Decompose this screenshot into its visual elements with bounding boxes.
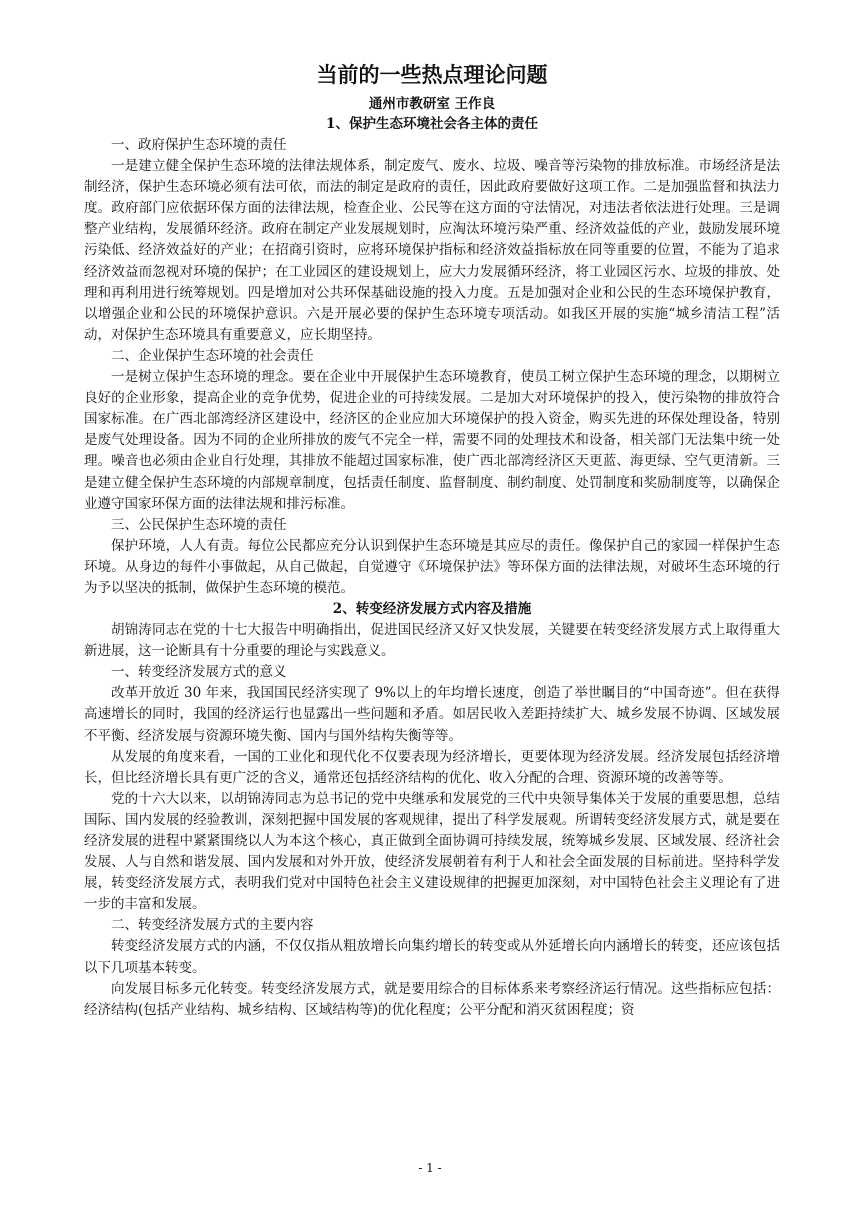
page-number: - 1 - [418,1161,442,1175]
paragraph: 一是建立健全保护生态环境的法律法规体系，制定废气、废水、垃圾、噪音等污染物的排放标准。市场经济是法制经济，保护生态环境必须有法可依，而法的制定是政府的责任，因此政府要做好这项工作。二是加强监督和执法力度。政府部门应依据环保方面的法律法规，检查企业、公民等在这方面的守法情况，对违法者依法进行处理。三是调整产业结构，发展循环经济。政府在制定产业发展规划时，应淘汰环境污染严重、经济效益低的产业，鼓励发展环境污染低、经济效益好的产业；在招商引资时，应将环境保护指标和经济效益指标放在同等重要的位置，不能为了追求经济效益而忽视对环境的保护；在工业园区的建设规划上，应大力发展循环经济，将工业园区污水、垃圾的排放、处理和再利用进行统筹规划。四是增加对公共环保基础设施的投入力度。五是加强对企业和公民的生态环境保护教育，以增强企业和公民的环境保护意识。六是开展必要的保护生态环境专项活动。如我区开展的实施“城乡清洁工程”活动，对保护生态环境具有重要意义，应长期坚持。 [84,158,780,343]
document-author: 通州市教研室 王作良 [368,96,496,112]
paragraph: 胡锦涛同志在党的十七大报告中明确指出，促进国民经济又好又快发展，关键要在转变经济发展方式上取得重大新进展，这一论断具有十分重要的理论与实践意义。 [84,622,780,660]
section-heading: 2、转变经济发展方式内容及措施 [332,601,532,618]
section-heading: 1、保护生态环境社会各主体的责任 [326,116,538,132]
document-body [84,114,780,1021]
subsection-heading: 一、转变经济发展方式的意义 [111,664,287,681]
document-page [84,58,780,1021]
subsection-heading: 二、企业保护生态环境的社会责任 [111,347,314,364]
paragraph: 一是树立保护生态环境的理念。要在企业中开展保护生态环境教育，使员工树立保护生态环境的理念，以期树立良好的企业形象，提高企业的竞争优势，促进企业的可持续发展。二是加大对环境保护的投入，使污染物的排放符合国家标准。在广西北部湾经济区建设中，经济区的企业应加大环境保护的投入资金，购买先进的环保处理设备，特别是废气处理设备。因为不同的企业所排放的废气不完全一样，需要不同的处理技术和设备，相关部门无法集中统一处理。噪音也必须由企业自行处理，其排放不能超过国家标准，使广西北部湾经济区天更蓝、海更绿、空气更清新。三是建立健全保护生态环境的内部规章制度，包括责任制度、监督制度、制约制度、处罚制度和奖励制度等，以确保企业遵守国家环保方面的法律法规和排污标准。 [84,369,780,512]
paragraph: 转变经济发展方式的内涵，不仅仅指从粗放增长向集约增长的转变或从外延增长向内涵增长的转变，还应该包括以下几项基本转变。 [84,938,780,976]
subsection-heading: 二、转变经济发展方式的主要内容 [111,917,314,934]
paragraph: 党的十六大以来，以胡锦涛同志为总书记的党中央继承和发展党的三代中央领导集体关于发展的重要思想，总结国际、国内发展的经验教训，深刻把握中国发展的客观规律，提出了科学发展观。所谓转变经济发展方式，就是要在经济发展的进程中紧紧围绕以人为本这个核心，真正做到全面协调可持续发展，统筹城乡发展、区域发展、经济社会发展、人与自然和谐发展、国内发展和对外开放，使经济发展朝着有利于人和社会全面发展的目标前进。坚持科学发展，转变经济发展方式，表明我们党对中国特色社会主义建设规律的把握更加深刻，对中国特色社会主义理论有了进一步的丰富和发展。 [84,790,780,913]
paragraph: 从发展的角度来看，一国的工业化和现代化不仅要表现为经济增长，更要体现为经济发展。经济发展包括经济增长，但比经济增长具有更广泛的含义，通常还包括经济结构的优化、收入分配的合理、资源环境的改善等等。 [84,748,780,786]
paragraph: 向发展目标多元化转变。转变经济发展方式，就是要用综合的目标体系来考察经济运行情况。这些指标应包括：经济结构(包括产业结构、城乡结构、区域结构等)的优化程度；公平分配和消灭贫困程度；资 [84,980,780,1018]
document-title: 当前的一些热点理论问题 [316,62,548,87]
subsection-heading: 一、政府保护生态环境的责任 [111,137,287,153]
paragraph: 保护环境，人人有责。每位公民都应充分认识到保护生态环境是其应尽的责任。像保护自己的家园一样保护生态环境。从身边的每件小事做起，从自己做起，自觉遵守《环境保护法》等环保方面的法律法规，对破坏生态环境的行为予以坚决的抵制，做保护生态环境的模范。 [84,537,780,596]
paragraph: 改革开放近 30 年来，我国国民经济实现了 9%以上的年均增长速度，创造了举世瞩目的“中国奇迹”。但在获得高速增长的同时，我国的经济运行也显露出一些问题和矛盾。如居民收入差距持续扩大、城乡发展不协调、区域发展不平衡、经济发展与资源环境失衡、国内与国外结构失衡等等。 [84,685,780,744]
subsection-heading: 三、公民保护生态环境的责任 [111,516,287,533]
